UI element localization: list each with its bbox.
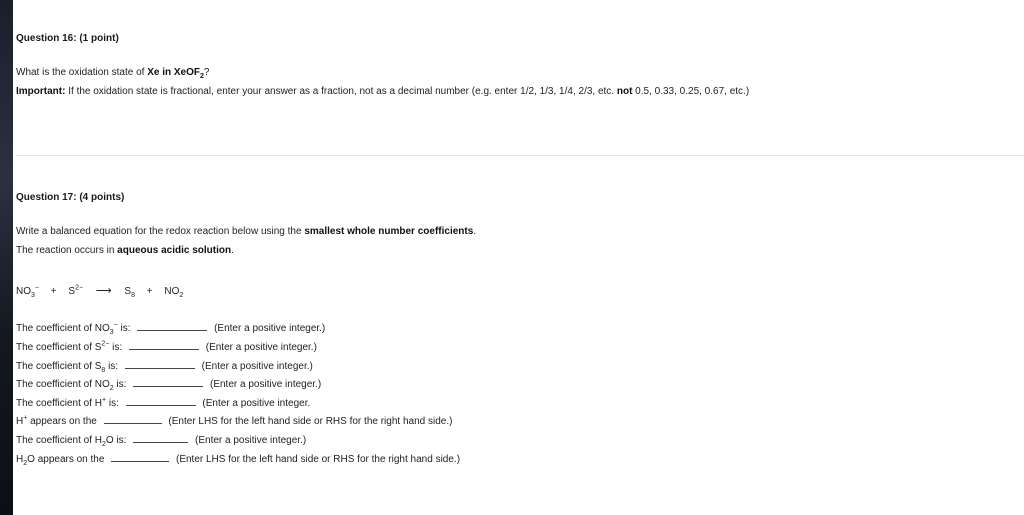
coefficient-row: The coefficient of $S^{2-}$ is: (Enter a positive integer.)	[16, 340, 317, 353]
question-16-title: Question 16: (1 point)	[16, 33, 119, 44]
question-17-title: Question 17: (4 points)	[16, 192, 125, 203]
coefficient-row: The coefficient of $H_2O$ is: (Enter a positive integer.)	[16, 432, 306, 446]
row-hint: (Enter a positive integer.)	[195, 435, 307, 446]
row-hint: (Enter a positive integer.)	[201, 361, 313, 372]
nitrate-coefficient-input[interactable]	[137, 320, 207, 331]
important-not: not	[616, 86, 633, 97]
important-tail: 0.5, 0.33, 0.25, 0.67, etc.)	[632, 86, 750, 97]
important-label: Important:	[16, 86, 66, 97]
left-window-edge	[0, 0, 13, 515]
question-17-conditions	[16, 245, 234, 256]
coefficient-row: The coefficient of $NO_2$ is: (Enter a positive integer.)	[16, 376, 321, 390]
q17-line2-text: The reaction occurs in	[16, 245, 118, 256]
q16-prompt-subscript: 2	[199, 73, 204, 80]
coefficient-row: The coefficient of H+ is: (Enter a positive integer.	[16, 396, 311, 409]
product-no2: $NO_2$	[164, 286, 184, 299]
q16-prompt-text: What is the oxidation state of	[16, 67, 148, 78]
side-row: H+ appears on the (Enter LHS for the left hand side or RHS for the right hand side.)	[16, 414, 453, 427]
row-hint: (Enter a positive integer.	[202, 398, 311, 409]
question-17-instruction	[16, 226, 476, 237]
question-16-important	[16, 86, 749, 97]
q16-prompt-qmark: ?	[203, 67, 210, 78]
q17-line2-bold: aqueous acidic solution	[117, 245, 232, 256]
q17-line1-bold: smallest whole number coefficients	[304, 226, 474, 237]
reactant-nitrate: $NO_3^-$	[16, 284, 39, 299]
no2-coefficient-input[interactable]	[133, 376, 203, 387]
question-16-prompt	[16, 67, 209, 78]
question-content	[16, 0, 1024, 515]
reaction-equation	[16, 284, 183, 297]
water-coefficient-input[interactable]	[133, 432, 188, 443]
row-hint: (Enter a positive integer.)	[210, 379, 322, 390]
plus-sign: +	[146, 286, 153, 297]
row-hint: (Enter a positive integer.)	[205, 342, 317, 353]
h-plus-coefficient-input[interactable]	[126, 395, 196, 406]
q17-line1-text: Write a balanced equation for the redox reaction below using the	[16, 226, 305, 237]
product-sulfur: $S_8$	[124, 286, 135, 299]
q16-prompt-formula: Xe in XeOF	[147, 67, 200, 78]
q17-line2-period: .	[231, 245, 234, 256]
coefficient-row: The coefficient of $NO_3^-$ is: (Enter a positive integer.)	[16, 321, 326, 336]
reaction-arrow: ⟶	[95, 285, 112, 297]
row-hint: (Enter a positive integer.)	[214, 323, 326, 334]
q17-line1-period: .	[473, 226, 477, 237]
row-hint: (Enter LHS for the left hand side or RHS for the right hand side.)	[168, 416, 453, 427]
water-side-input[interactable]	[111, 451, 169, 462]
side-row: $H_2O$ appears on the (Enter LHS for the left hand side or RHS for the right hand side.)	[16, 451, 460, 465]
h-plus-side-input[interactable]	[104, 413, 162, 424]
plus-sign: +	[50, 286, 57, 297]
coefficient-row: The coefficient of $S_8$ is: (Enter a positive integer.)	[16, 358, 313, 372]
row-hint: (Enter LHS for the left hand side or RHS for the right hand side.)	[175, 454, 461, 465]
reactant-sulfide: $S^{2-}$	[68, 284, 84, 297]
important-text: If the oxidation state is fractional, enter your answer as a fraction, not as a decimal number (e.g. enter 1/2, 1/3, 1/4, 2/3, etc.	[65, 86, 617, 97]
question-divider	[16, 155, 1024, 156]
sulfide-coefficient-input[interactable]	[129, 339, 199, 350]
s8-coefficient-input[interactable]	[125, 358, 195, 369]
